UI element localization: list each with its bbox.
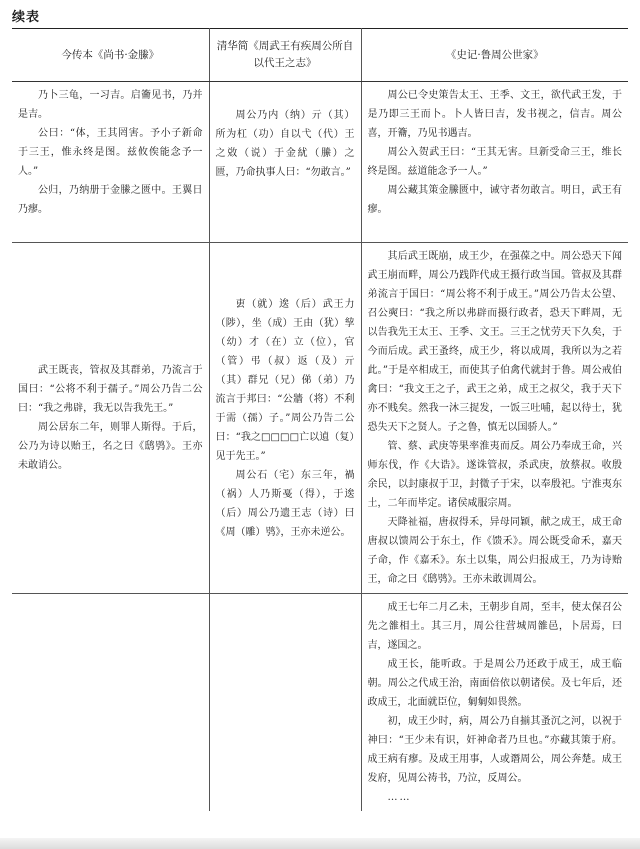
text-paragraph: 成王长，能听政。于是周公乃还政于成王，成王临朝。周公之代成王治，南面倍依以朝诸侯。及七年后，还政成王，北面就臣位，匔匔如畏然。 — [367, 659, 622, 708]
table-cell-shiji — [361, 594, 628, 812]
column-header-qinghua: 清华简《周武王有疾周公所自以代王之志》 — [209, 29, 361, 82]
text-paragraph: 公曰：“体，王其罔害。予小子新命于三王，惟永终是图。兹攸俟能念予一人。” — [18, 128, 203, 177]
text-paragraph: 初，成王少时，病，周公乃自揃其蚤沉之河，以祝于神曰：“王少未有识，奸神命者乃旦也。”亦藏其策于府。成王病有瘳。及成王用事，人或谮周公，周公奔楚。成王发府，见周公祷书，乃泣，反周公。 — [367, 716, 622, 784]
text-paragraph: 管、蔡、武庚等果率淮夷而反。周公乃奉成王命，兴师东伐，作《大诰》。遂诛管叔，杀武庚，放蔡叔。收殷余民，以封康叔于卫，封微子于宋，以奉殷祀。宁淮夷东土，二年而毕定。诸侯咸服宗周。 — [367, 441, 622, 509]
table-header-row — [12, 29, 628, 82]
table-cell-shangshu — [12, 82, 209, 243]
table-cell-shangshu — [12, 594, 209, 812]
text-paragraph: 公归，乃纳册于金縢之匮中。王翼日乃瘳。 — [18, 185, 203, 215]
column-header-shangshu: 今传本《尚书·金縢》 — [12, 29, 209, 82]
text-paragraph: 武王既丧，管叔及其群弟，乃流言于国曰：“公将不利于孺子。”周公乃告二公曰：“我之弗辟，我无以告我先王。” — [18, 365, 203, 414]
text-paragraph: 周公石（宅）东三年，禍（祸）人乃斯戞（得），于逘（后）周公乃遗王志（诗）曰《周（雕）鸮》，王亦未逆公。 — [215, 469, 355, 538]
table-cell-shiji — [361, 82, 628, 243]
page-bottom-edge — [0, 838, 640, 849]
text-paragraph: 乃卜三龟，一习吉。启籥见书，乃并是吉。 — [18, 90, 203, 120]
page-heading: 续表 — [12, 10, 41, 25]
table-cell-qinghua — [209, 243, 361, 594]
table-row — [12, 594, 628, 812]
text-paragraph: 周公已令史策告太王、王季、文王，欲代武王发，于是乃即三王而卜。卜人皆曰吉，发书视之，信吉。周公喜，开籥，乃见书遇吉。 — [367, 90, 622, 139]
text-paragraph: 成王七年二月乙未，王朝步自周，至丰，使太保召公先之雒相土。其三月，周公往营城周雒邑，卜居焉，曰吉，遂国之。 — [367, 602, 622, 651]
table-cell-shangshu — [12, 243, 209, 594]
text-paragraph: 其后武王既崩，成王少，在强葆之中。周公恐天下闻武王崩而畔，周公乃践阼代成王摄行政当国。管叔及其群弟流言于国曰：“周公将不利于成王。”周公乃告太公望、召公奭曰：“我之所以弗辟而摄行政者，恐天下畔周，无以告我先王太王、王季、文王。三王之忧劳天下久矣，于今而后成。武王蚤终，成王少，将以成周，我所以为之若此。”于是卒相成王，而使其子伯禽代就封于鲁。周公戒伯禽曰：“我文王之子，武王之弟，成王之叔父，我于天下亦不贱矣。然我一沐三捉发，一饭三吐哺，起以待士，犹恐失天下之贤人。子之鲁，慎无以国骄人。” — [367, 251, 622, 433]
text-paragraph: 周公居东二年，则罪人斯得。于后，公乃为诗以贻王，名之曰《鸱鸮》。王亦未敢诮公。 — [18, 422, 203, 471]
column-header-shiji: 《史记·鲁周公世家》 — [361, 29, 628, 82]
text-paragraph: 周公乃内（纳）亓（其）所为杠（功）自以弋（代）王之敚（说）于金紌（縢）之匮，乃命执事人曰：“勿敢言。” — [215, 110, 355, 178]
table-cell-qinghua — [209, 82, 361, 243]
table-cell-qinghua — [209, 594, 361, 812]
comparison-table — [12, 28, 628, 811]
text-paragraph: 天降祉福，唐叔得禾，异母同颖，献之成王，成王命唐叔以馈周公于东土，作《馈禾》。周公既受命禾，嘉天子命，作《嘉禾》。东土以集，周公归报成王，乃为诗贻王，命之曰《鸱鸮》。王亦未敢训周公。 — [367, 517, 622, 585]
table-row — [12, 243, 628, 594]
table-cell-shiji — [361, 243, 628, 594]
text-paragraph: 周公藏其策金縢匮中，诫守者勿敢言。明日，武王有瘳。 — [367, 185, 622, 215]
text-paragraph: 叀（就）逘（后）武王力（陟），坐（成）王由（犹）孧（幼）才（在）立（位），官（管）弔（叔）返（及）亓（其）群兄（兄）俤（弟）乃流言于邦曰：“公牆（将）不利于需（孺）子。”周公乃告二公曰：“我之□□□□亡以遉（复）见于先王。” — [215, 298, 355, 462]
table-row — [12, 82, 628, 243]
ellipsis-text: …… — [387, 792, 412, 803]
text-paragraph: 周公入贺武王曰：“王其无害。旦新受命三王，维长终是图。兹道能念予一人。” — [367, 147, 622, 177]
